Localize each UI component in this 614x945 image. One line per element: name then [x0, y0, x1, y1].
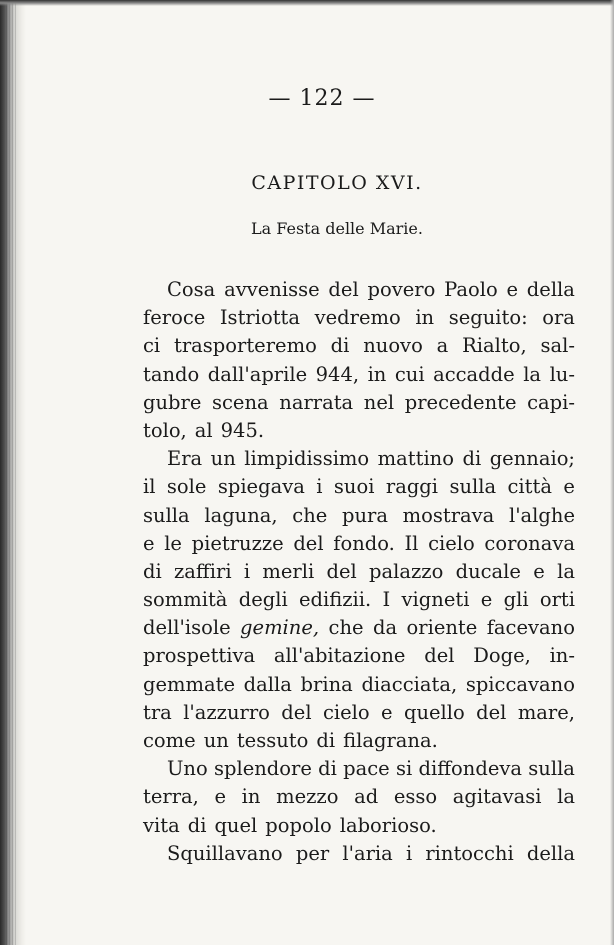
chapter-subtitle: La Festa delle Marie. [251, 219, 423, 238]
word: che [292, 503, 328, 527]
word: città [507, 475, 552, 499]
word: suoi [333, 475, 375, 499]
text-line [143, 276, 575, 304]
word: vita [143, 813, 180, 837]
text-line [143, 812, 575, 840]
word: sulla [528, 757, 575, 781]
word: precedente [404, 390, 517, 414]
word: le [164, 531, 182, 555]
word: diffondeva [418, 757, 523, 781]
word: della [526, 841, 575, 865]
word: diacciata, [361, 672, 458, 696]
word: sole [166, 475, 207, 499]
text-line [143, 699, 575, 727]
page-top-edge [0, 0, 614, 6]
word: merli [262, 559, 315, 583]
word: Uno [167, 757, 208, 781]
word: I [382, 588, 391, 612]
word: cui [394, 362, 425, 386]
word: in [241, 785, 261, 809]
word: di [462, 447, 482, 471]
word: un [210, 447, 236, 471]
word: trasporteremo [174, 334, 317, 358]
word: del [326, 559, 357, 583]
page-right-edge [610, 0, 614, 945]
text-line [143, 614, 575, 642]
word: gemine, [240, 616, 320, 640]
word: 945. [220, 418, 265, 442]
word: per [295, 841, 330, 865]
word: in [415, 306, 435, 330]
text-line [143, 304, 575, 332]
word: ci [143, 334, 161, 358]
word: da [372, 616, 398, 640]
word: Cosa [167, 278, 216, 301]
word: l'azzurro [183, 700, 270, 724]
word: fondo. [333, 531, 395, 555]
word: spiccavano [465, 672, 575, 696]
text-line [143, 473, 575, 501]
word: nel [363, 390, 395, 414]
word: palazzo [369, 559, 444, 583]
word: in [367, 362, 387, 386]
word: coronava [484, 531, 575, 555]
word: e [506, 278, 519, 301]
word: accadde [433, 362, 515, 386]
word: un [203, 729, 229, 752]
chapter-title: CAPITOLO XVI. [251, 172, 423, 194]
word: orti [539, 588, 575, 612]
word: degli [238, 588, 288, 612]
word: sommità [143, 588, 228, 612]
word: pura [341, 503, 388, 527]
word: la [557, 559, 575, 583]
text-line [143, 783, 575, 811]
word: come [143, 729, 196, 752]
word: si [395, 757, 413, 781]
word: tessuto [236, 729, 309, 752]
word: Era [167, 447, 203, 471]
body-text [143, 276, 575, 868]
word: gli [503, 588, 529, 612]
word: Rialto, [462, 334, 527, 358]
text-line [143, 586, 575, 614]
word: sulla [449, 475, 497, 499]
word: mare, [517, 700, 575, 724]
word: e [143, 531, 155, 555]
word: ducale [455, 559, 521, 583]
word: del [476, 700, 507, 724]
binding-texture [6, 0, 16, 945]
word: l'alghe [508, 503, 575, 527]
word: gemmate [143, 672, 236, 696]
word: gennaio; [489, 447, 575, 471]
word: all'abitazione [273, 644, 406, 668]
word: che [328, 616, 364, 640]
word: prospettiva [143, 644, 256, 668]
word: quello [403, 700, 465, 724]
page-number: — 122 — [268, 86, 376, 111]
word: e [480, 588, 493, 612]
text-line [143, 332, 575, 360]
word: la [523, 362, 542, 386]
word: tra [143, 700, 172, 724]
word: dell'isole [143, 616, 231, 640]
word: e [533, 559, 545, 583]
word: filagrana. [343, 729, 438, 752]
word: avvenisse [224, 278, 320, 301]
word: mattino [377, 447, 454, 471]
word: dall'aprile [207, 362, 308, 386]
word: della [526, 278, 575, 301]
word: al [194, 418, 213, 442]
word: zaffiri [174, 559, 232, 583]
text-line [143, 755, 575, 783]
word: vedremo [314, 306, 401, 330]
word: scena [212, 390, 269, 414]
word: ora [542, 306, 575, 330]
word: nuovo [363, 334, 423, 358]
word: e [381, 700, 393, 724]
word: vigneti [401, 588, 470, 612]
word: brina [300, 672, 353, 696]
word: cielo [322, 700, 370, 724]
word: quel [214, 813, 258, 837]
word: del [424, 644, 455, 668]
word: edifizii. [299, 588, 372, 612]
word: la [557, 785, 575, 809]
text-line [143, 727, 575, 755]
word: pietruzze [191, 531, 284, 555]
word: Squillavano [167, 841, 283, 865]
word: sulla [143, 503, 190, 527]
word: di [316, 729, 336, 752]
word: esso [393, 785, 438, 809]
word: laguna, [204, 503, 278, 527]
word: e [563, 475, 575, 499]
word: il [143, 475, 156, 499]
word: i [405, 841, 413, 865]
word: raggi [385, 475, 439, 499]
word: gubre [143, 390, 202, 414]
word: spiegava [217, 475, 305, 499]
word: tando [143, 362, 200, 386]
word: feroce [143, 306, 206, 330]
word: del [328, 278, 359, 301]
word: oriente [406, 616, 478, 640]
word: ad [354, 785, 379, 809]
text-line [143, 389, 575, 417]
word: terra, [143, 785, 199, 809]
text-line [143, 671, 575, 699]
word: pace [343, 757, 390, 781]
word: limpidissimo [244, 447, 370, 471]
word: seguito: [448, 306, 528, 330]
word: dalla [243, 672, 292, 696]
word: cielo [428, 531, 475, 555]
word: Il [404, 531, 419, 555]
word: l'aria [342, 841, 393, 865]
word: splendore [213, 757, 312, 781]
word: in- [549, 644, 575, 668]
word: di [330, 334, 350, 358]
text-line [143, 361, 575, 389]
word: rintocchi [425, 841, 514, 865]
word: capi- [527, 390, 575, 414]
word: i [243, 559, 251, 583]
word: di [143, 559, 162, 583]
word: del [293, 531, 324, 555]
text-line [143, 445, 575, 473]
text-line [143, 530, 575, 558]
word: di [187, 813, 207, 837]
word: i [316, 475, 323, 499]
word: laborioso. [339, 813, 437, 837]
text-line [143, 558, 575, 586]
word: 944, [315, 362, 360, 386]
word: lu- [549, 362, 575, 386]
text-line [143, 502, 575, 530]
word: mostrava [402, 503, 495, 527]
word: Paolo [444, 278, 498, 301]
word: di [318, 757, 337, 781]
word: Istriotta [219, 306, 301, 330]
word: facevano [486, 616, 575, 640]
word: narrata [279, 390, 354, 414]
word: povero [367, 278, 436, 301]
word: mezzo [276, 785, 339, 809]
word: popolo [265, 813, 332, 837]
text-line [143, 417, 575, 445]
word: agitavasi [452, 785, 542, 809]
word: a [436, 334, 449, 358]
word: Doge, [473, 644, 531, 668]
word: sal- [540, 334, 575, 358]
word: tolo, [143, 418, 187, 442]
text-line [143, 840, 575, 868]
word: e [214, 785, 227, 809]
text-line [143, 642, 575, 670]
word: del [281, 700, 312, 724]
